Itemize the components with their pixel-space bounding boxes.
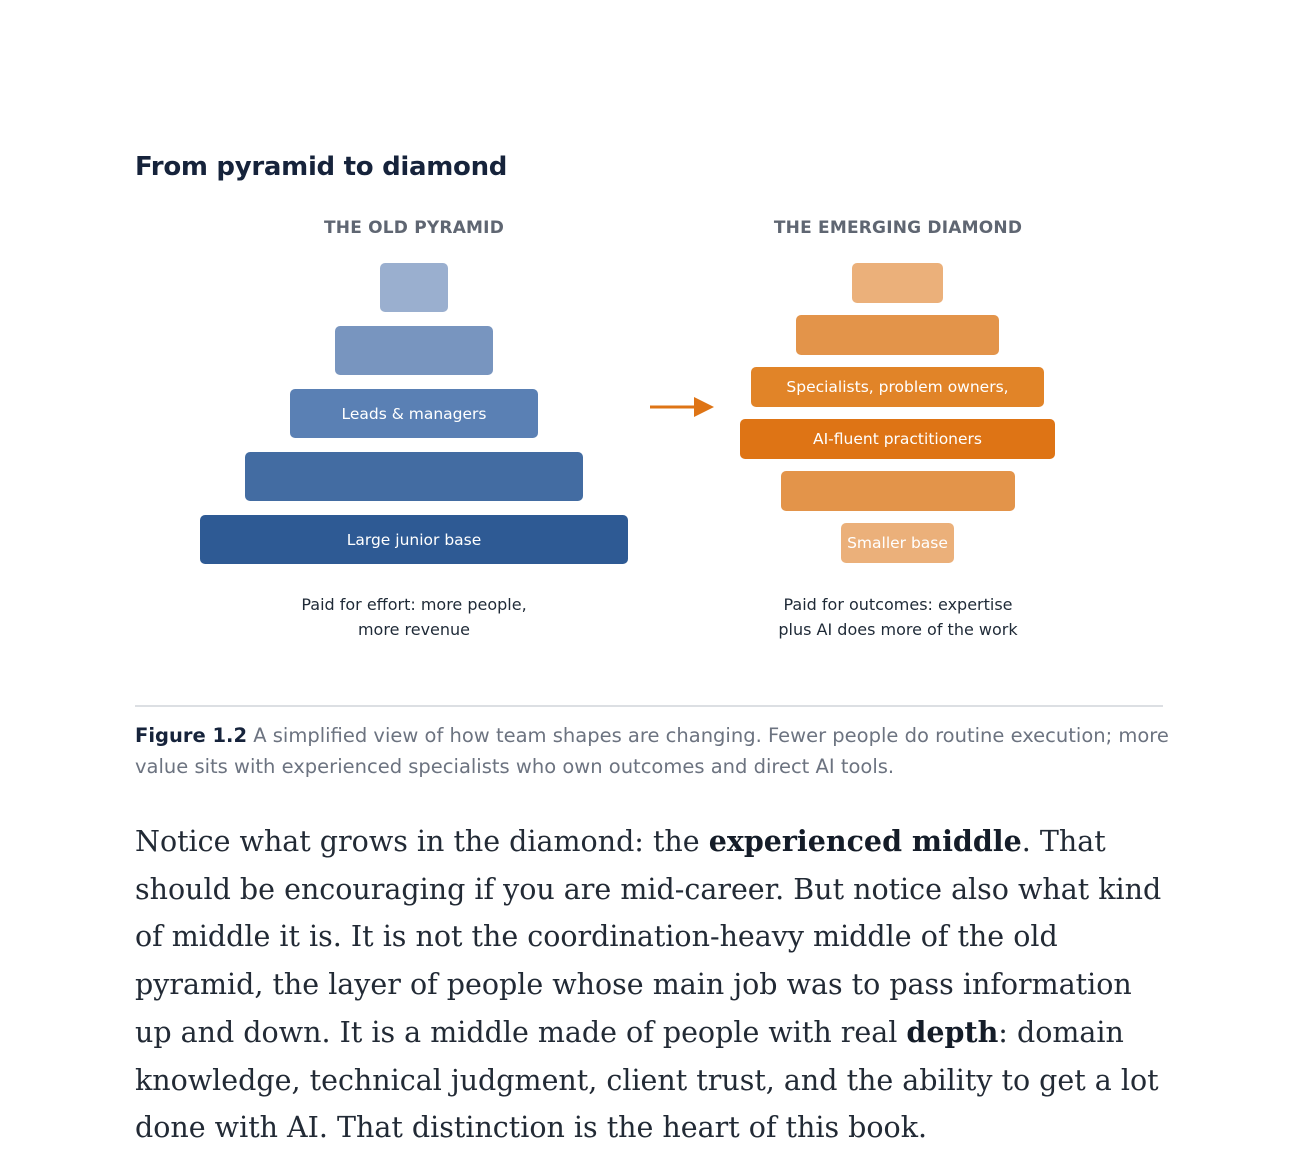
diamond-caption [698, 592, 1098, 642]
figure-caption-text: A simplified view of how team shapes are changing. Fewer people do routine execution; more value sits with experienced specialists who own outcomes and direct AI tools. [135, 724, 1169, 778]
body-bold-depth: depth [906, 1014, 999, 1049]
right-arrow-icon [648, 394, 716, 420]
pyramid-tier-2 [335, 326, 493, 375]
pyramid-tier-leads: Leads & managers [290, 389, 538, 438]
body-bold-experienced-middle: experienced middle [708, 824, 1022, 858]
divider [135, 705, 1163, 707]
body-text-3: : domain knowledge, technical judgment, client trust, and the ability to get a lot done with AI. That distinction is the heart of this book. [135, 1015, 1159, 1145]
pyramid-tier-base: Large junior base [200, 515, 628, 564]
pyramid-tier-4 [245, 452, 583, 501]
diamond-caption-line-1: Paid for outcomes: expertise [783, 595, 1013, 614]
diamond-heading: THE EMERGING DIAMOND [773, 218, 1023, 238]
old-caption-line-2: more revenue [357, 620, 471, 639]
body-paragraph [135, 818, 1175, 1150]
figure-caption [135, 720, 1175, 782]
diamond-tier-base: Smaller base [841, 523, 954, 563]
figure-label: Figure 1.2 [135, 724, 248, 747]
old-caption-line-1: Paid for effort: more people, [301, 595, 527, 614]
figure-title: From pyramid to diamond [135, 152, 508, 182]
diamond-tier-ai-fluent: AI-fluent practitioners [740, 419, 1055, 459]
diamond-tier-specialists: Specialists, problem owners, [751, 367, 1044, 407]
pyramid-tier-top [380, 263, 448, 312]
old-pyramid-heading: THE OLD PYRAMID [323, 218, 505, 238]
diamond-tier-top [852, 263, 943, 303]
old-pyramid-caption [214, 592, 614, 642]
diamond-tier-2 [796, 315, 999, 355]
body-text-2: . That should be encouraging if you are mid-career. But notice also what kind of middle it is. It is not the coordination-heavy middle of the old pyramid, the layer of people whose main job was to pass information up and down. It is a middle made of people with real [135, 825, 1162, 1049]
diamond-tier-5 [781, 471, 1015, 511]
body-text-1: Notice what grows in the diamond: the [135, 825, 709, 858]
diamond-caption-line-2: plus AI does more of the work [778, 620, 1018, 639]
